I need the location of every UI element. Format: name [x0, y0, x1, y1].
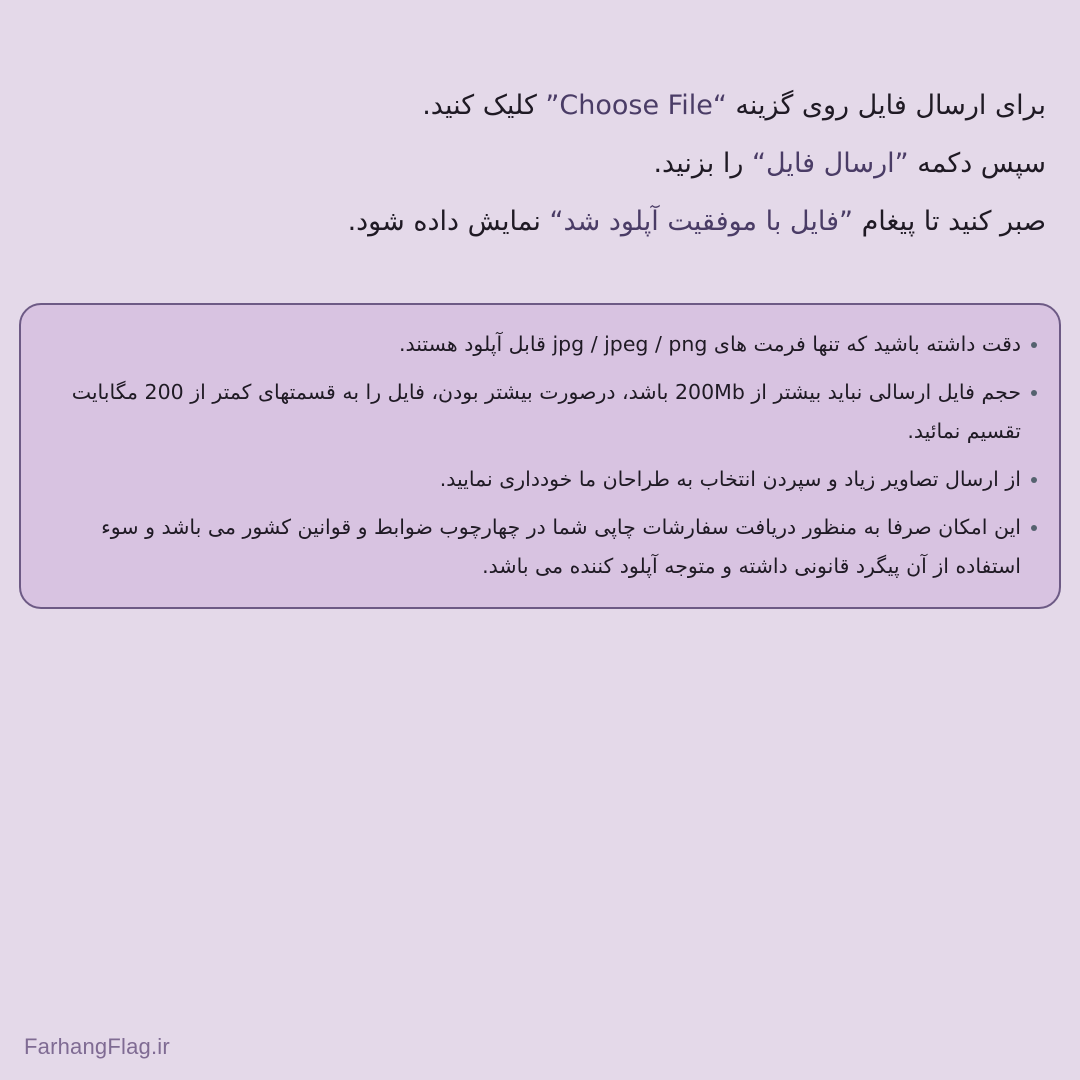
bullet-icon	[1031, 342, 1037, 348]
notice-item-formats	[43, 325, 1037, 364]
notice-item-legal	[43, 508, 1037, 586]
send-file-quote: ”ارسال فایل“	[752, 148, 909, 179]
notice-item-formats-before: دقت داشته باشید که تنها فرمت های	[707, 332, 1021, 356]
instruction-step-3-after: نمایش داده شود.	[347, 206, 550, 237]
notice-item-size-limit-text: حجم فایل ارسالی نباید بیشتر از 200Mb باشد، درصورت بیشتر بودن، فایل را به قسمتهای کمتر از 200 مگابایت تقسیم نمائید.	[71, 380, 1021, 443]
notice-item-image-count-text: از ارسال تصاویر زیاد و سپردن انتخاب به طراحان ما خودداری نمایید.	[439, 467, 1021, 491]
instruction-step-1-before: برای ارسال فایل روی گزینه	[726, 90, 1046, 121]
upload-instructions	[36, 88, 1046, 262]
bullet-icon	[1031, 390, 1037, 396]
notice-list	[43, 325, 1037, 586]
instruction-step-2-after: را بزنید.	[653, 148, 752, 179]
bullet-icon	[1031, 525, 1037, 531]
instruction-step-1-after: کلیک کنید.	[422, 90, 546, 121]
notice-box	[19, 303, 1061, 609]
notice-item-formats-after: قابل آپلود هستند.	[398, 332, 553, 356]
bullet-icon	[1031, 477, 1037, 483]
site-watermark: FarhangFlag.ir	[24, 1034, 170, 1059]
notice-item-image-count	[43, 460, 1037, 499]
instruction-step-3	[36, 204, 1046, 240]
instruction-step-2	[36, 146, 1046, 182]
success-message-quote: ”فایل با موفقیت آپلود شد“	[549, 206, 853, 237]
instruction-step-2-before: سپس دکمه	[908, 148, 1046, 179]
choose-file-quote: ”Choose File“	[545, 90, 727, 121]
notice-item-size-limit	[43, 373, 1037, 451]
allowed-formats: jpg / jpeg / png	[552, 332, 708, 356]
instruction-step-3-before: صبر کنید تا پیغام	[853, 206, 1046, 237]
notice-item-legal-text: این امکان صرفا به منظور دریافت سفارشات چاپی شما در چهارچوب ضوابط و قوانین کشور می باشد و سوء استفاده از آن پیگرد قانونی داشته و متوجه آپلود کننده می باشد.	[101, 515, 1021, 578]
instruction-step-1	[36, 88, 1046, 124]
